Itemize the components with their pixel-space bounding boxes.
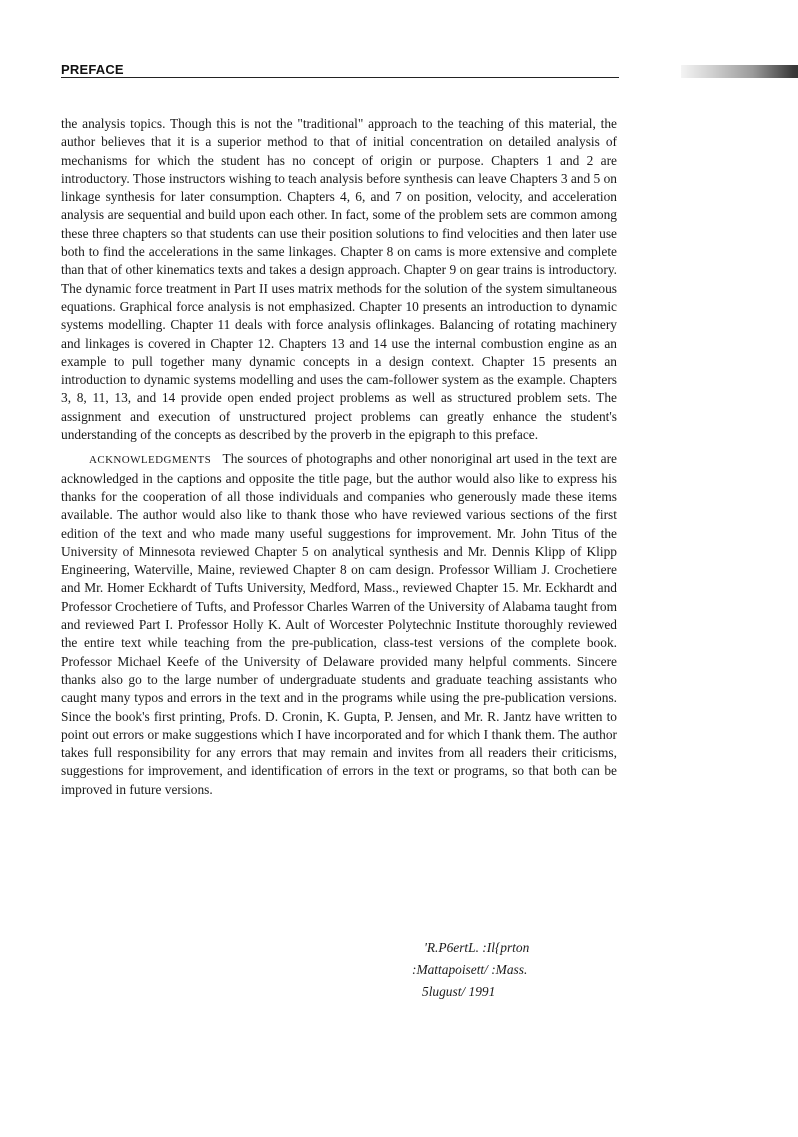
- paragraph-analysis-topics: the analysis topics. Though this is not the "traditional" approach to the teaching of this material, the author believes that it is a superior method to that of initial concentration on detailed analysis of mechanisms for which the student has no concept of origin or purpose. Chapters 1 and 2 are introductory. Those instructors wishing to teach analysis before synthesis can leave Chapters 3 and 5 on linkage synthesis for later consumption. Chapters 4, 6, and 7 on position, velocity, and acceleration analysis are sequential and build upon each other. In fact, some of the problem sets are common among these three chapters so that students can use their position solutions to find velocities and then later use both to find the accelerations in the same linkages. Chapter 8 on cams is more extensive and complete than that of other kinematics texts and takes a design approach. Chapter 9 on gear trains is introductory. The dynamic force treatment in Part II uses matrix methods for the solution of the system simultaneous equations. Graphical force analysis is not emphasized. Chapter 10 presents an introduction to dynamic systems modelling. Chapter 11 deals with force analysis oflinkages. Balancing of rotating machinery and linkages is covered in Chapter 12. Chapters 13 and 14 use the internal combustion engine as an example to pull together many dynamic concepts in a design context. Chapter 15 presents an introduction to dynamic systems modelling and uses the cam-follower system as the example. Chapters 3, 8, 11, 13, and 14 provide open ended project problems as well as structured problem sets. The assignment and execution of unstructured project problems can greatly enhance the student's understanding of the concepts as described by the proverb in the epigraph to this preface.: [61, 116, 617, 443]
- signature-name: 'R.P6ertL. :Il{prton: [424, 940, 530, 955]
- acknowledgments-heading: ACKNOWLEDGMENTS: [89, 454, 212, 467]
- header-rule: [61, 77, 619, 78]
- page-header: [61, 62, 779, 80]
- signature-place: :Mattapoisett/ :Mass.: [412, 962, 528, 977]
- header-decorative-bar: [681, 65, 798, 78]
- preface-body: [61, 115, 617, 799]
- signature-date: 5lugust/ 1991: [422, 984, 496, 999]
- acknowledgments-text: The sources of photographs and other nonoriginal art used in the text are acknowledged in the captions and opposite the title page, but the author would also like to express his thanks for the cooperation of all those individuals and companies who generously made these items available. The author would also like to thank those who have reviewed various sections of the first edition of the text and who made many useful suggestions for improvement. Mr. John Titus of the University of Minnesota reviewed Chapter 5 on analytical synthesis and Mr. Dennis Klipp of Klipp Engineering, Waterville, Maine, reviewed Chapter 8 on cam design. Professor William J. Crochetiere and Mr. Homer Eckhardt of Tufts University, Medford, Mass., reviewed Chapter 15. Mr. Eckhardt and Professor Crochetiere of Tufts, and Professor Charles Warren of the University of Alabama taught from and reviewed Part I. Professor Holly K. Ault of Worcester Polytechnic Institute thoroughly reviewed the entire text while teaching from the pre-publication, class-test versions of the complete book. Professor Michael Keefe of the University of Delaware provided many helpful comments. Sincere thanks also go to the large number of undergraduate students and graduate teaching assistants who caught many typos and errors in the text and in the programs while using the pre-publication versions. Since the book's first printing, Profs. D. Cronin, K. Gupta, P. Jensen, and Mr. R. Jantz have written to point out errors or make suggestions which I have incorporated and for which I thank them. The author takes full responsibility for any errors that may remain and invites from all readers their criticisms, suggestions for improvement, and identification of errors in the text or programs, so that both can be improved in future versions.: [61, 451, 617, 797]
- paragraph-acknowledgments: [61, 450, 617, 799]
- page-title: PREFACE: [61, 62, 124, 77]
- author-signature: [400, 937, 580, 1003]
